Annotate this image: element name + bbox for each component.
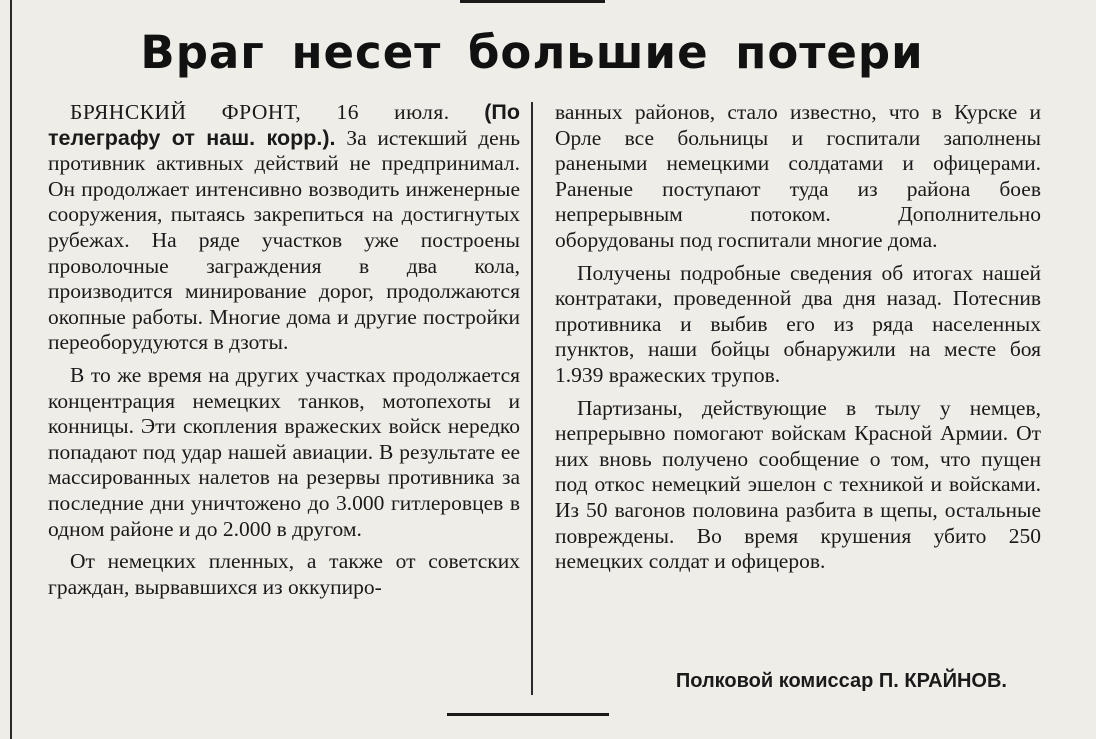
author-signature: Полковой комиссар П. КРАЙНОВ.	[675, 670, 1007, 692]
paragraph-1-text: За истекший день противник активных действий не предпринимал. Он продолжает интенсивно возводить инженерные сооружения, пытаясь закрепиться на достигнутых рубежах. На ряде участков уже построены проволочные заграждения в два кола, производится минирование дорог, продолжаются окопные работы. Многие дома и другие постройки переоборудуются в дзоты.	[48, 125, 521, 355]
paragraph-1	[48, 100, 520, 356]
column-divider	[531, 102, 533, 695]
paragraph-4: Получены подробные сведения об итогах нашей контратаки, проведенной два дня назад. Потеснив противника и выбив его из ряда населенных пунктов, наши бойцы обнаружили на месте боя 1.939 вражеских трупов.	[555, 260, 1041, 387]
headline: Враг несет большие потери	[140, 26, 924, 79]
top-separator-rule	[460, 0, 605, 3]
paragraph-3-end: ванных районов, стало известно, что в Курске и Орле все больницы и госпитали заполнены ранеными немецкими солдатами и офицерами. Раненые поступают туда из района боев непрерывным потоком. Дополнительно оборудованы под госпитали многие дома.	[555, 100, 1041, 252]
article-column-left	[48, 100, 520, 607]
paragraph-3-start: От немецких пленных, а также от советских граждан, вырвавшихся из оккупиро-	[48, 549, 520, 599]
dateline: БРЯНСКИЙ ФРОНТ, 16 июля.	[70, 100, 450, 124]
source-credit: (По телеграфу от наш. корр.).	[48, 100, 520, 150]
paragraph-5: Партизаны, действующие в тылу у немцев, непрерывно помогают войскам Красной Армии. От них вновь получено сообщение о том, что пущен под откос немецкий эшелон с техникой и войсками. Из 50 вагонов половина разбита в щепы, остальные повреждены. Во время крушения убито 250 немецких солдат и офицеров.	[555, 395, 1041, 574]
paragraph-2: В то же время на других участках продолжается концентрация немецких танков, мотопехоты и конницы. Эти скопления вражеских войск нередко попадают под удар нашей авиации. В результате ее массированных налетов на резервы противника за последние дни уничтожено до 3.000 гитлеровцев в одном районе и до 2.000 в другом.	[48, 362, 520, 541]
article-column-right	[555, 100, 1041, 582]
bottom-separator-rule	[447, 713, 609, 716]
page-edge-rule	[10, 0, 12, 739]
